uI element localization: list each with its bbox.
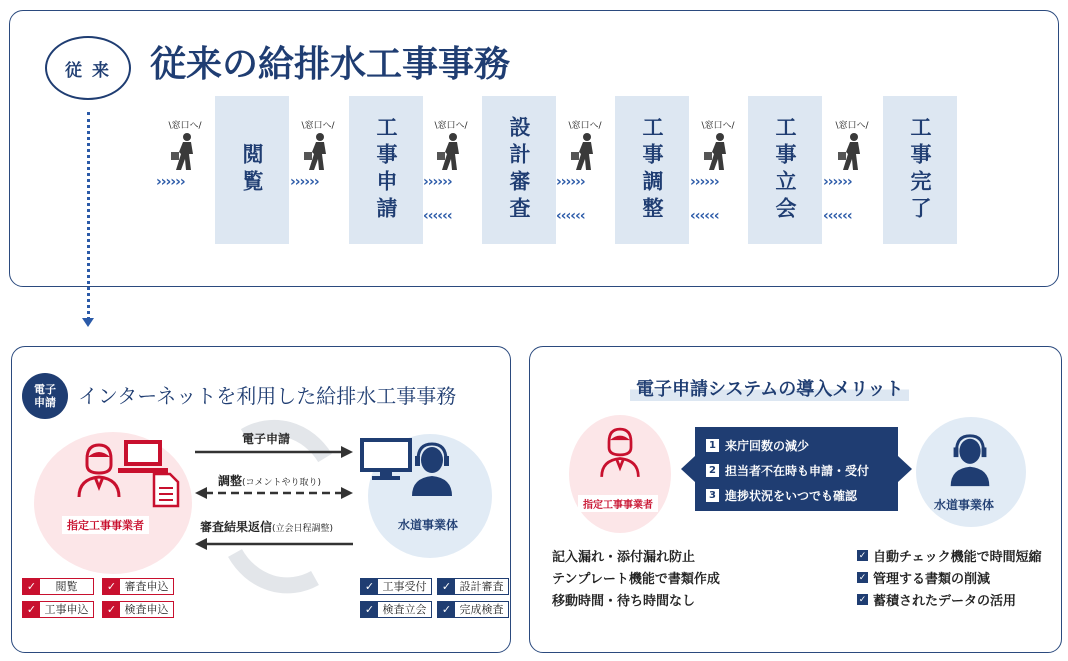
arrow-right-icon — [195, 446, 353, 458]
person-red-icon — [75, 443, 123, 499]
utility-benefit — [857, 590, 1016, 609]
contractor-check-item — [22, 601, 94, 618]
merit-number: 2 — [706, 464, 719, 477]
back-chevrons: ‹‹‹‹‹‹ — [556, 208, 585, 224]
forward-chevrons: ›››››› — [423, 174, 452, 190]
walker-label: \窓口へ/ — [301, 121, 335, 131]
check-icon: ✓ — [858, 550, 867, 561]
check-label: 工事受付 — [378, 579, 431, 594]
transition-dotted-line — [87, 112, 90, 320]
merit-item — [706, 487, 857, 504]
arrow-down-icon — [82, 318, 94, 327]
step-box — [215, 96, 289, 244]
traditional-title: 従来の給排水工事事務 — [150, 44, 511, 85]
check-label: 工事申込 — [40, 602, 93, 617]
flow-result-text: 審査結果返信 — [200, 520, 273, 534]
flow-result-label — [200, 518, 333, 535]
back-chevrons: ‹‹‹‹‹‹ — [690, 208, 719, 224]
forward-chevrons: ›››››› — [823, 174, 852, 190]
check-label: 検査立会 — [378, 602, 431, 617]
merit-arrow-left — [681, 456, 695, 482]
walker-group — [155, 118, 215, 176]
flow-adjust-text: 調整 — [218, 474, 243, 488]
utility-check-item — [437, 578, 509, 595]
operator-headset-icon — [948, 432, 992, 488]
online-badge-text: 電子 申請 — [34, 383, 56, 409]
walking-person-icon — [569, 132, 601, 172]
check-label: 検査申込 — [120, 602, 173, 617]
person-red-icon — [598, 427, 642, 479]
contractor-benefit: 記入漏れ・添付漏れ防止 — [552, 550, 696, 565]
contractor-benefit: 移動時間・待ち時間なし — [552, 594, 696, 609]
check-icon: ✓ — [103, 578, 120, 595]
traditional-badge: 従 来 — [45, 36, 131, 100]
step-label: 設計審査 — [507, 116, 531, 224]
forward-chevrons: ›››››› — [556, 174, 585, 190]
contractor-check-item — [102, 578, 174, 595]
merit-arrow-right — [898, 456, 912, 482]
check-icon: ✓ — [438, 578, 455, 595]
walker-group — [288, 118, 348, 176]
walker-group — [822, 118, 882, 176]
document-icon — [150, 470, 182, 510]
merit-text: 来庁回数の減少 — [725, 439, 810, 453]
check-label: 審査申込 — [120, 579, 173, 594]
back-chevrons: ‹‹‹‹‹‹ — [423, 208, 452, 224]
walker-label: \窓口へ/ — [568, 121, 602, 131]
contractor-check-item — [22, 578, 94, 595]
walker-label: \窓口へ/ — [434, 121, 468, 131]
step-label: 工事完了 — [908, 116, 932, 224]
flow-e-apply-label: 電子申請 — [242, 432, 291, 446]
merit-number: 1 — [706, 439, 719, 452]
check-icon: ✓ — [361, 601, 378, 618]
utility-benefit-text: 自動チェック機能で時間短縮 — [873, 550, 1042, 565]
walker-label: \窓口へ/ — [835, 121, 869, 131]
walking-person-icon — [836, 132, 868, 172]
contractor-benefit: テンプレート機能で書類作成 — [552, 572, 720, 587]
walker-group — [421, 118, 481, 176]
back-chevrons: ‹‹‹‹‹‹ — [823, 208, 852, 224]
step-box — [482, 96, 556, 244]
merit-item — [706, 462, 869, 479]
step-box — [883, 96, 957, 244]
merit-text: 進捗状況をいつでも確認 — [725, 489, 858, 503]
check-label: 完成検査 — [455, 602, 508, 617]
step-box — [748, 96, 822, 244]
flow-adjust-note: (コメントやり取り) — [242, 478, 322, 488]
contractor-check-item — [102, 601, 174, 618]
flow-result-note: (立会日程調整) — [272, 524, 334, 534]
check-icon: ✓ — [23, 601, 40, 618]
arrow-both-dashed-icon — [195, 487, 353, 499]
check-icon: ✓ — [858, 594, 867, 605]
utility-check-item — [437, 601, 509, 618]
merit-item — [706, 437, 809, 454]
walking-person-icon — [302, 132, 334, 172]
check-icon: ✓ — [103, 601, 120, 618]
utility-label: 水道事業体 — [934, 498, 995, 512]
walking-person-icon — [435, 132, 467, 172]
check-icon: ✓ — [23, 578, 40, 595]
walker-label: \窓口へ/ — [701, 121, 735, 131]
step-label: 工事立会 — [773, 116, 797, 224]
walker-label: \窓口へ/ — [168, 121, 202, 131]
forward-chevrons: ›››››› — [690, 174, 719, 190]
contractor-label: 指定工事事業者 — [62, 516, 149, 534]
utility-benefit — [857, 568, 990, 587]
utility-benefit-text: 蓄積されたデータの活用 — [873, 594, 1017, 609]
utility-benefit-text: 管理する書類の削減 — [873, 572, 991, 587]
check-label: 設計審査 — [455, 579, 508, 594]
check-icon: ✓ — [361, 578, 378, 595]
check-label: 閲覧 — [40, 579, 93, 594]
utility-check-item — [360, 601, 432, 618]
walking-person-icon — [169, 132, 201, 172]
online-title: インターネットを利用した給排水工事事務 — [78, 384, 457, 408]
online-badge — [22, 373, 68, 419]
walker-group — [688, 118, 748, 176]
monitor-icon — [360, 438, 412, 482]
merit-text: 担当者不在時も申請・受付 — [725, 464, 870, 478]
merits-title: 電子申請システムの導入メリット — [630, 375, 909, 401]
step-label: 閲覧 — [240, 143, 264, 197]
utility-label: 水道事業体 — [398, 518, 459, 532]
walker-group — [555, 118, 615, 176]
operator-headset-icon — [410, 440, 454, 498]
arrow-left-icon — [195, 538, 353, 550]
step-label: 工事申請 — [374, 116, 398, 224]
merit-number: 3 — [706, 489, 719, 502]
walking-person-icon — [702, 132, 734, 172]
utility-check-item — [360, 578, 432, 595]
step-label: 工事調整 — [640, 116, 664, 224]
utility-benefit — [857, 546, 1042, 565]
forward-chevrons: ›››››› — [156, 174, 185, 190]
forward-chevrons: ›››››› — [290, 174, 319, 190]
check-icon: ✓ — [858, 572, 867, 583]
check-icon: ✓ — [438, 601, 455, 618]
step-box — [615, 96, 689, 244]
contractor-label: 指定工事事業者 — [578, 495, 658, 512]
step-box — [349, 96, 423, 244]
